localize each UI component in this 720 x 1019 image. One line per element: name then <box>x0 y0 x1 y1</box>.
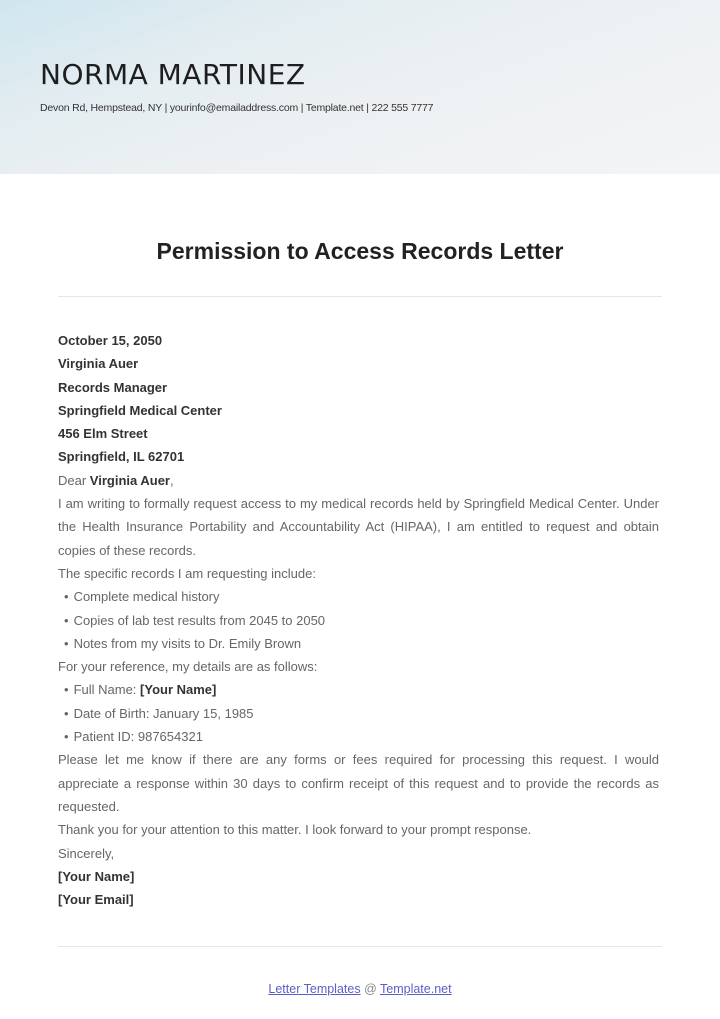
recipient-city: Springfield, IL 62701 <box>58 449 185 465</box>
letter-templates-link[interactable]: Letter Templates <box>268 982 361 996</box>
list-item: • Notes from my visits to Dr. Emily Brown <box>58 632 659 655</box>
letterhead <box>0 0 720 174</box>
recipient-name: Virginia Auer <box>58 356 139 372</box>
footer <box>0 982 720 996</box>
recipient-street: 456 Elm Street <box>58 426 148 442</box>
footer-separator: @ <box>360 982 381 996</box>
full-name-value: [Your Name] <box>140 682 217 698</box>
recipient-position: Records Manager <box>58 379 168 395</box>
records-list <box>58 585 659 655</box>
sender-contact: Devon Rd, Hempstead, NY | yourinfo@emailaddress.com | Template.net | 222 555 7777 <box>40 102 434 114</box>
details-list <box>58 678 659 748</box>
records-lead: The specific records I am requesting include: <box>58 565 316 581</box>
closing: Sincerely, <box>58 845 115 861</box>
salutation-name: Virginia Auer <box>89 472 170 488</box>
thanks-paragraph: Thank you for your attention to this matter. I look forward to your prompt response. <box>58 822 532 838</box>
details-lead: For your reference, my details are as follows: <box>58 659 318 675</box>
list-item-patient-id: • Patient ID: 987654321 <box>58 725 659 748</box>
list-item-dob: • Date of Birth: January 15, 1985 <box>58 702 659 725</box>
letter-title: Permission to Access Records Letter <box>156 238 564 264</box>
title-divider <box>58 296 662 297</box>
footer-divider <box>58 946 662 947</box>
signature-email: [Your Email] <box>58 892 134 908</box>
list-item: • Complete medical history <box>58 585 659 608</box>
intro-paragraph: I am writing to formally request access to my medical records held by Springfield Medical Center. Under the Health Insurance Portability and Accountability Act (HIPAA), I am entitled to request and obtain copies of these records. <box>58 496 659 558</box>
list-item-full-name <box>58 678 659 701</box>
signature-name: [Your Name] <box>58 868 135 884</box>
letter-body <box>58 329 659 911</box>
list-item: • Copies of lab test results from 2045 to 2050 <box>58 609 659 632</box>
salutation-suffix: , <box>170 472 174 488</box>
salutation <box>58 469 659 492</box>
template-net-link[interactable]: Template.net <box>380 982 452 996</box>
letter-date: October 15, 2050 <box>58 333 163 348</box>
recipient-organization: Springfield Medical Center <box>58 402 222 418</box>
salutation-prefix: Dear <box>58 472 90 488</box>
full-name-label: Full Name: <box>73 682 141 698</box>
sender-name: NORMA MARTINEZ <box>40 58 306 91</box>
request-paragraph: Please let me know if there are any forms or fees required for processing this request. I would appreciate a response within 30 days to confirm receipt of this request and to provide the records as requested. <box>58 752 659 814</box>
